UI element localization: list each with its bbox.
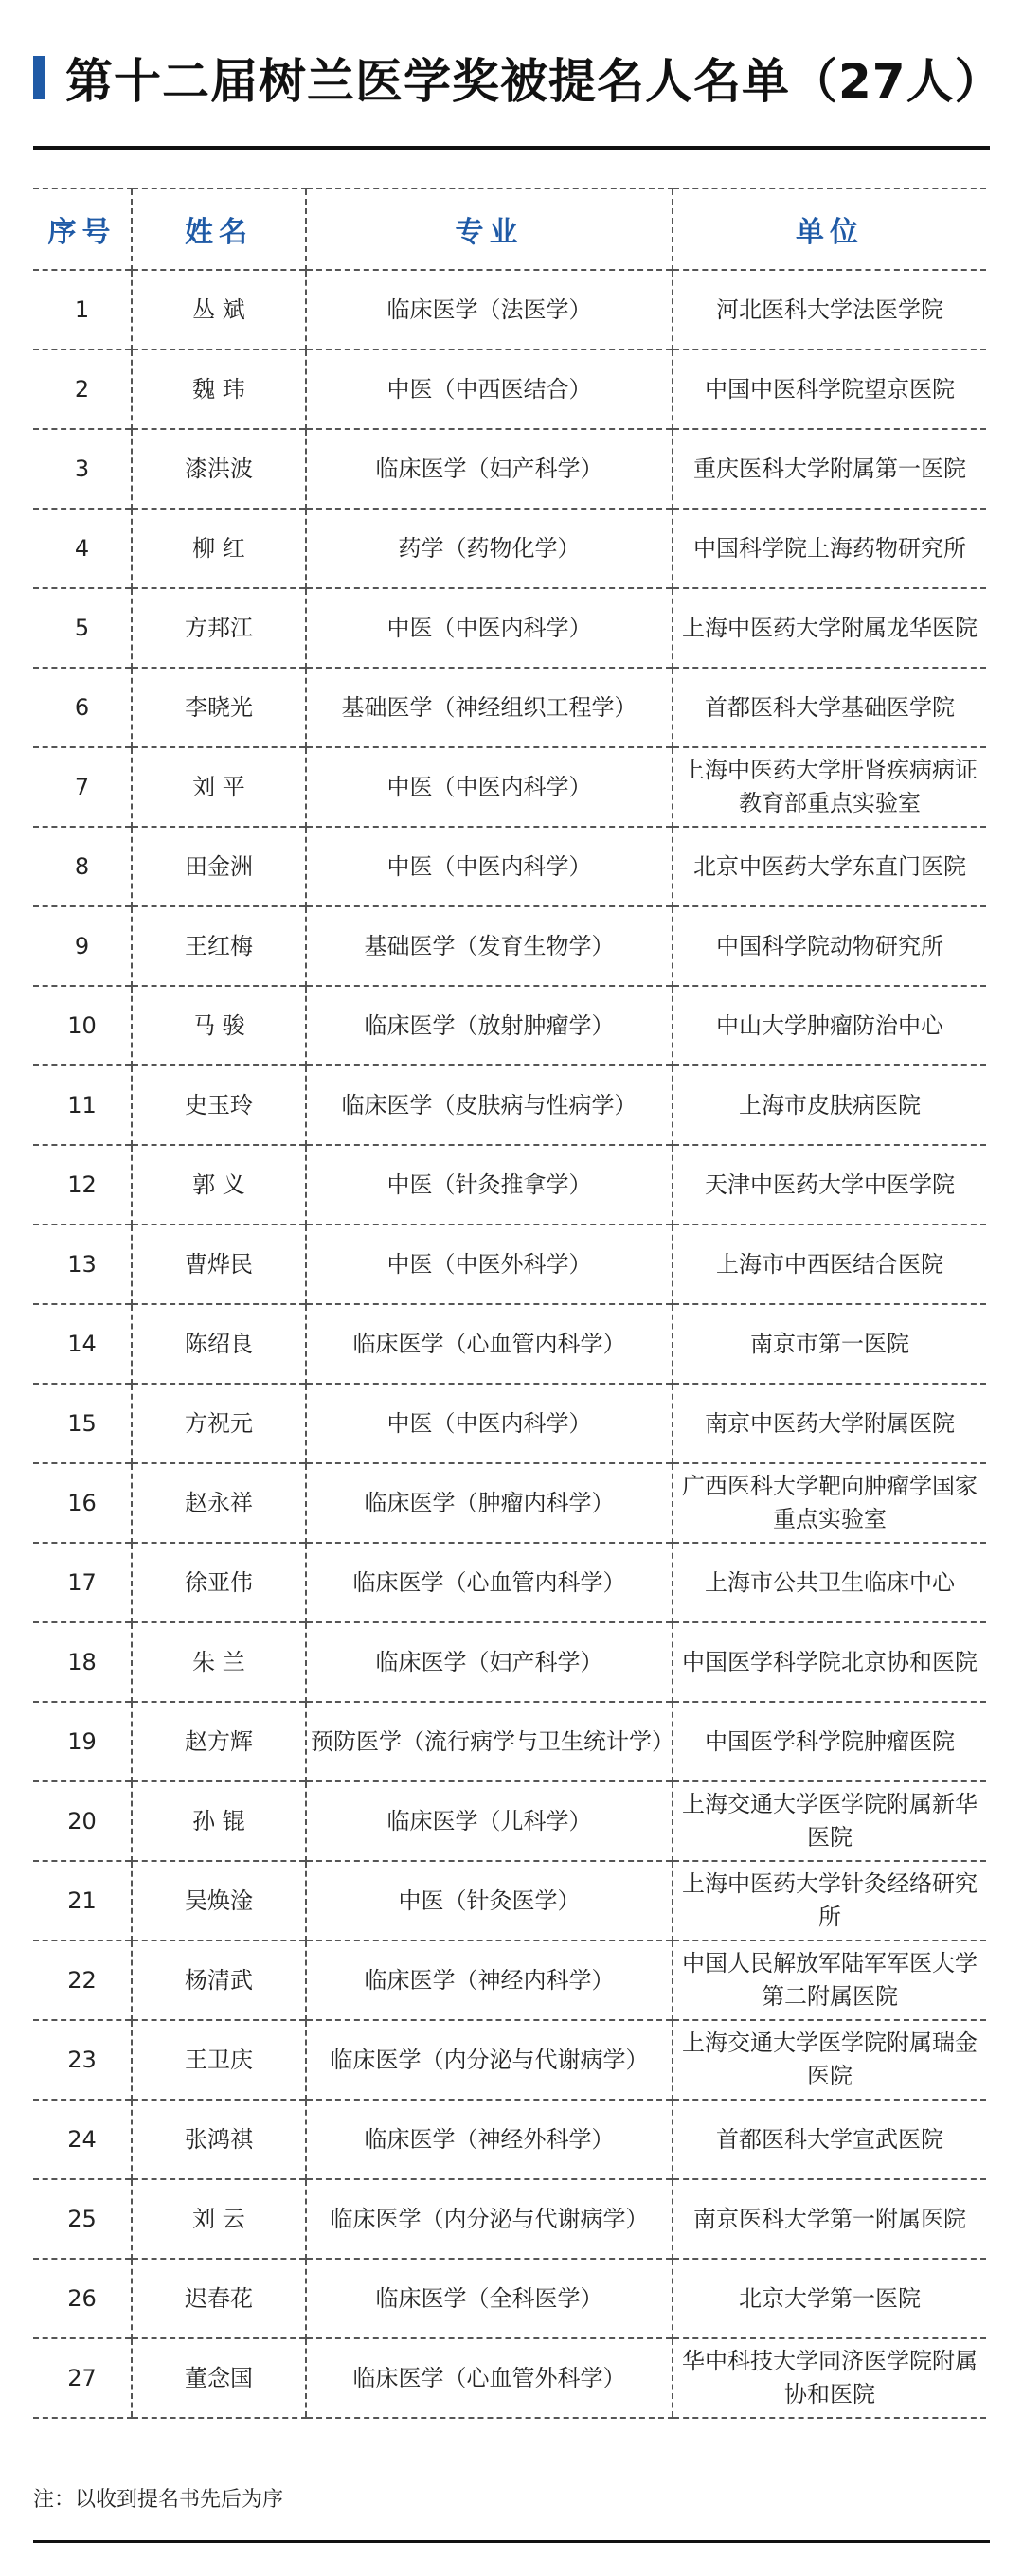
table-row bbox=[33, 1861, 986, 1941]
unit-cell: 重庆医科大学附属第一医院 bbox=[673, 429, 986, 509]
unit-cell: 上海中医药大学附属龙华医院 bbox=[673, 588, 986, 668]
name-cell: 王卫庆 bbox=[132, 2020, 306, 2100]
major-cell: 中医（中医内科学） bbox=[306, 588, 673, 668]
name-cell: 董念国 bbox=[132, 2338, 306, 2418]
number-cell: 10 bbox=[33, 986, 132, 1065]
unit-cell: 上海中医药大学针灸经络研究所 bbox=[673, 1861, 986, 1941]
number-cell: 1 bbox=[33, 270, 132, 349]
major-cell: 中医（中医内科学） bbox=[306, 827, 673, 906]
table-row bbox=[33, 349, 986, 429]
major-cell: 中医（中医外科学） bbox=[306, 1225, 673, 1304]
number-cell: 27 bbox=[33, 2338, 132, 2418]
table-row bbox=[33, 668, 986, 747]
unit-cell: 中国中医科学院望京医院 bbox=[673, 349, 986, 429]
number-cell: 25 bbox=[33, 2179, 132, 2259]
page-header bbox=[33, 40, 1003, 116]
number-cell: 15 bbox=[33, 1384, 132, 1463]
name-cell: 漆洪波 bbox=[132, 429, 306, 509]
unit-cell: 上海市公共卫生临床中心 bbox=[673, 1543, 986, 1622]
unit-cell: 河北医科大学法医学院 bbox=[673, 270, 986, 349]
number-cell: 9 bbox=[33, 906, 132, 986]
number-cell: 8 bbox=[33, 827, 132, 906]
table-row bbox=[33, 1543, 986, 1622]
title-accent-bar bbox=[33, 56, 45, 99]
number-cell: 12 bbox=[33, 1145, 132, 1225]
unit-cell: 上海市中西医结合医院 bbox=[673, 1225, 986, 1304]
number-cell: 19 bbox=[33, 1702, 132, 1781]
major-cell: 中医（中医内科学） bbox=[306, 1384, 673, 1463]
name-cell: 王红梅 bbox=[132, 906, 306, 986]
unit-cell: 首都医科大学宣武医院 bbox=[673, 2100, 986, 2179]
table-row bbox=[33, 2338, 986, 2418]
table-header-row bbox=[33, 188, 986, 270]
major-cell: 基础医学（神经组织工程学） bbox=[306, 668, 673, 747]
major-cell: 临床医学（儿科学） bbox=[306, 1781, 673, 1861]
major-cell: 临床医学（皮肤病与性病学） bbox=[306, 1065, 673, 1145]
major-cell: 中医（针灸推拿学） bbox=[306, 1145, 673, 1225]
major-cell: 临床医学（神经内科学） bbox=[306, 1941, 673, 2020]
table-row bbox=[33, 1065, 986, 1145]
major-cell: 临床医学（妇产科学） bbox=[306, 429, 673, 509]
name-cell: 刘 平 bbox=[132, 747, 306, 827]
unit-cell: 上海交通大学医学院附属瑞金医院 bbox=[673, 2020, 986, 2100]
unit-cell: 南京医科大学第一附属医院 bbox=[673, 2179, 986, 2259]
footnote: 注：以收到提名书先后为序 bbox=[33, 2488, 284, 2512]
unit-cell: 北京中医药大学东直门医院 bbox=[673, 827, 986, 906]
major-cell: 临床医学（法医学） bbox=[306, 270, 673, 349]
table-row bbox=[33, 747, 986, 827]
number-cell: 7 bbox=[33, 747, 132, 827]
name-cell: 赵方辉 bbox=[132, 1702, 306, 1781]
table-row bbox=[33, 1225, 986, 1304]
number-cell: 4 bbox=[33, 509, 132, 588]
major-cell: 临床医学（内分泌与代谢病学） bbox=[306, 2020, 673, 2100]
table-row bbox=[33, 1622, 986, 1702]
name-cell: 马 骏 bbox=[132, 986, 306, 1065]
major-cell: 临床医学（全科医学） bbox=[306, 2259, 673, 2338]
number-cell: 26 bbox=[33, 2259, 132, 2338]
name-cell: 张鸿祺 bbox=[132, 2100, 306, 2179]
header-major: 专业 bbox=[306, 188, 673, 270]
name-cell: 郭 义 bbox=[132, 1145, 306, 1225]
unit-cell: 南京市第一医院 bbox=[673, 1304, 986, 1384]
major-cell: 临床医学（内分泌与代谢病学） bbox=[306, 2179, 673, 2259]
number-cell: 24 bbox=[33, 2100, 132, 2179]
bottom-divider bbox=[33, 2540, 990, 2543]
number-cell: 14 bbox=[33, 1304, 132, 1384]
major-cell: 临床医学（放射肿瘤学） bbox=[306, 986, 673, 1065]
name-cell: 迟春花 bbox=[132, 2259, 306, 2338]
unit-cell: 中国医学科学院北京协和医院 bbox=[673, 1622, 986, 1702]
number-cell: 17 bbox=[33, 1543, 132, 1622]
number-cell: 20 bbox=[33, 1781, 132, 1861]
major-cell: 临床医学（肿瘤内科学） bbox=[306, 1463, 673, 1543]
major-cell: 中医（中西医结合） bbox=[306, 349, 673, 429]
name-cell: 田金洲 bbox=[132, 827, 306, 906]
table-row bbox=[33, 1463, 986, 1543]
table-row bbox=[33, 1145, 986, 1225]
unit-cell: 上海市皮肤病医院 bbox=[673, 1065, 986, 1145]
major-cell: 临床医学（神经外科学） bbox=[306, 2100, 673, 2179]
unit-cell: 中国医学科学院肿瘤医院 bbox=[673, 1702, 986, 1781]
name-cell: 陈绍良 bbox=[132, 1304, 306, 1384]
major-cell: 临床医学（心血管外科学） bbox=[306, 2338, 673, 2418]
unit-cell: 北京大学第一医院 bbox=[673, 2259, 986, 2338]
table-row bbox=[33, 429, 986, 509]
number-cell: 18 bbox=[33, 1622, 132, 1702]
name-cell: 丛 斌 bbox=[132, 270, 306, 349]
number-cell: 11 bbox=[33, 1065, 132, 1145]
header-unit: 单位 bbox=[673, 188, 986, 270]
major-cell: 基础医学（发育生物学） bbox=[306, 906, 673, 986]
unit-cell: 广西医科大学靶向肿瘤学国家重点实验室 bbox=[673, 1463, 986, 1543]
number-cell: 5 bbox=[33, 588, 132, 668]
unit-cell: 中山大学肿瘤防治中心 bbox=[673, 986, 986, 1065]
unit-cell: 上海交通大学医学院附属新华医院 bbox=[673, 1781, 986, 1861]
unit-cell: 中国科学院动物研究所 bbox=[673, 906, 986, 986]
table-row bbox=[33, 2100, 986, 2179]
major-cell: 中医（针灸医学） bbox=[306, 1861, 673, 1941]
table-row bbox=[33, 1304, 986, 1384]
unit-cell: 华中科技大学同济医学院附属协和医院 bbox=[673, 2338, 986, 2418]
table-row bbox=[33, 270, 986, 349]
table-row bbox=[33, 1702, 986, 1781]
table-row bbox=[33, 2020, 986, 2100]
name-cell: 徐亚伟 bbox=[132, 1543, 306, 1622]
major-cell: 中医（中医内科学） bbox=[306, 747, 673, 827]
name-cell: 曹烨民 bbox=[132, 1225, 306, 1304]
table-row bbox=[33, 906, 986, 986]
number-cell: 3 bbox=[33, 429, 132, 509]
name-cell: 魏 玮 bbox=[132, 349, 306, 429]
table-row bbox=[33, 1941, 986, 2020]
number-cell: 2 bbox=[33, 349, 132, 429]
table-row bbox=[33, 588, 986, 668]
table-row bbox=[33, 2179, 986, 2259]
unit-cell: 南京中医药大学附属医院 bbox=[673, 1384, 986, 1463]
name-cell: 李晓光 bbox=[132, 668, 306, 747]
name-cell: 方祝元 bbox=[132, 1384, 306, 1463]
unit-cell: 天津中医药大学中医学院 bbox=[673, 1145, 986, 1225]
major-cell: 临床医学（心血管内科学） bbox=[306, 1304, 673, 1384]
number-cell: 13 bbox=[33, 1225, 132, 1304]
name-cell: 赵永祥 bbox=[132, 1463, 306, 1543]
major-cell: 临床医学（心血管内科学） bbox=[306, 1543, 673, 1622]
number-cell: 21 bbox=[33, 1861, 132, 1941]
name-cell: 吴焕淦 bbox=[132, 1861, 306, 1941]
major-cell: 预防医学（流行病学与卫生统计学） bbox=[306, 1702, 673, 1781]
number-cell: 6 bbox=[33, 668, 132, 747]
table-row bbox=[33, 2259, 986, 2338]
major-cell: 临床医学（妇产科学） bbox=[306, 1622, 673, 1702]
title-divider bbox=[33, 146, 990, 150]
major-cell: 药学（药物化学） bbox=[306, 509, 673, 588]
table-row bbox=[33, 827, 986, 906]
table-body bbox=[33, 270, 986, 2418]
unit-cell: 上海中医药大学肝肾疾病病证教育部重点实验室 bbox=[673, 747, 986, 827]
nominee-table bbox=[33, 188, 986, 2419]
unit-cell: 中国科学院上海药物研究所 bbox=[673, 509, 986, 588]
name-cell: 杨清武 bbox=[132, 1941, 306, 2020]
name-cell: 朱 兰 bbox=[132, 1622, 306, 1702]
number-cell: 16 bbox=[33, 1463, 132, 1543]
unit-cell: 首都医科大学基础医学院 bbox=[673, 668, 986, 747]
name-cell: 柳 红 bbox=[132, 509, 306, 588]
name-cell: 孙 锟 bbox=[132, 1781, 306, 1861]
unit-cell: 中国人民解放军陆军军医大学第二附属医院 bbox=[673, 1941, 986, 2020]
table-row bbox=[33, 1384, 986, 1463]
name-cell: 方邦江 bbox=[132, 588, 306, 668]
number-cell: 23 bbox=[33, 2020, 132, 2100]
table-row bbox=[33, 509, 986, 588]
header-number: 序号 bbox=[33, 188, 132, 270]
table-row bbox=[33, 986, 986, 1065]
page-title: 第十二届树兰医学奖被提名人名单（27人） bbox=[65, 54, 1003, 109]
table-row bbox=[33, 1781, 986, 1861]
name-cell: 刘 云 bbox=[132, 2179, 306, 2259]
name-cell: 史玉玲 bbox=[132, 1065, 306, 1145]
header-name: 姓名 bbox=[132, 188, 306, 270]
number-cell: 22 bbox=[33, 1941, 132, 2020]
